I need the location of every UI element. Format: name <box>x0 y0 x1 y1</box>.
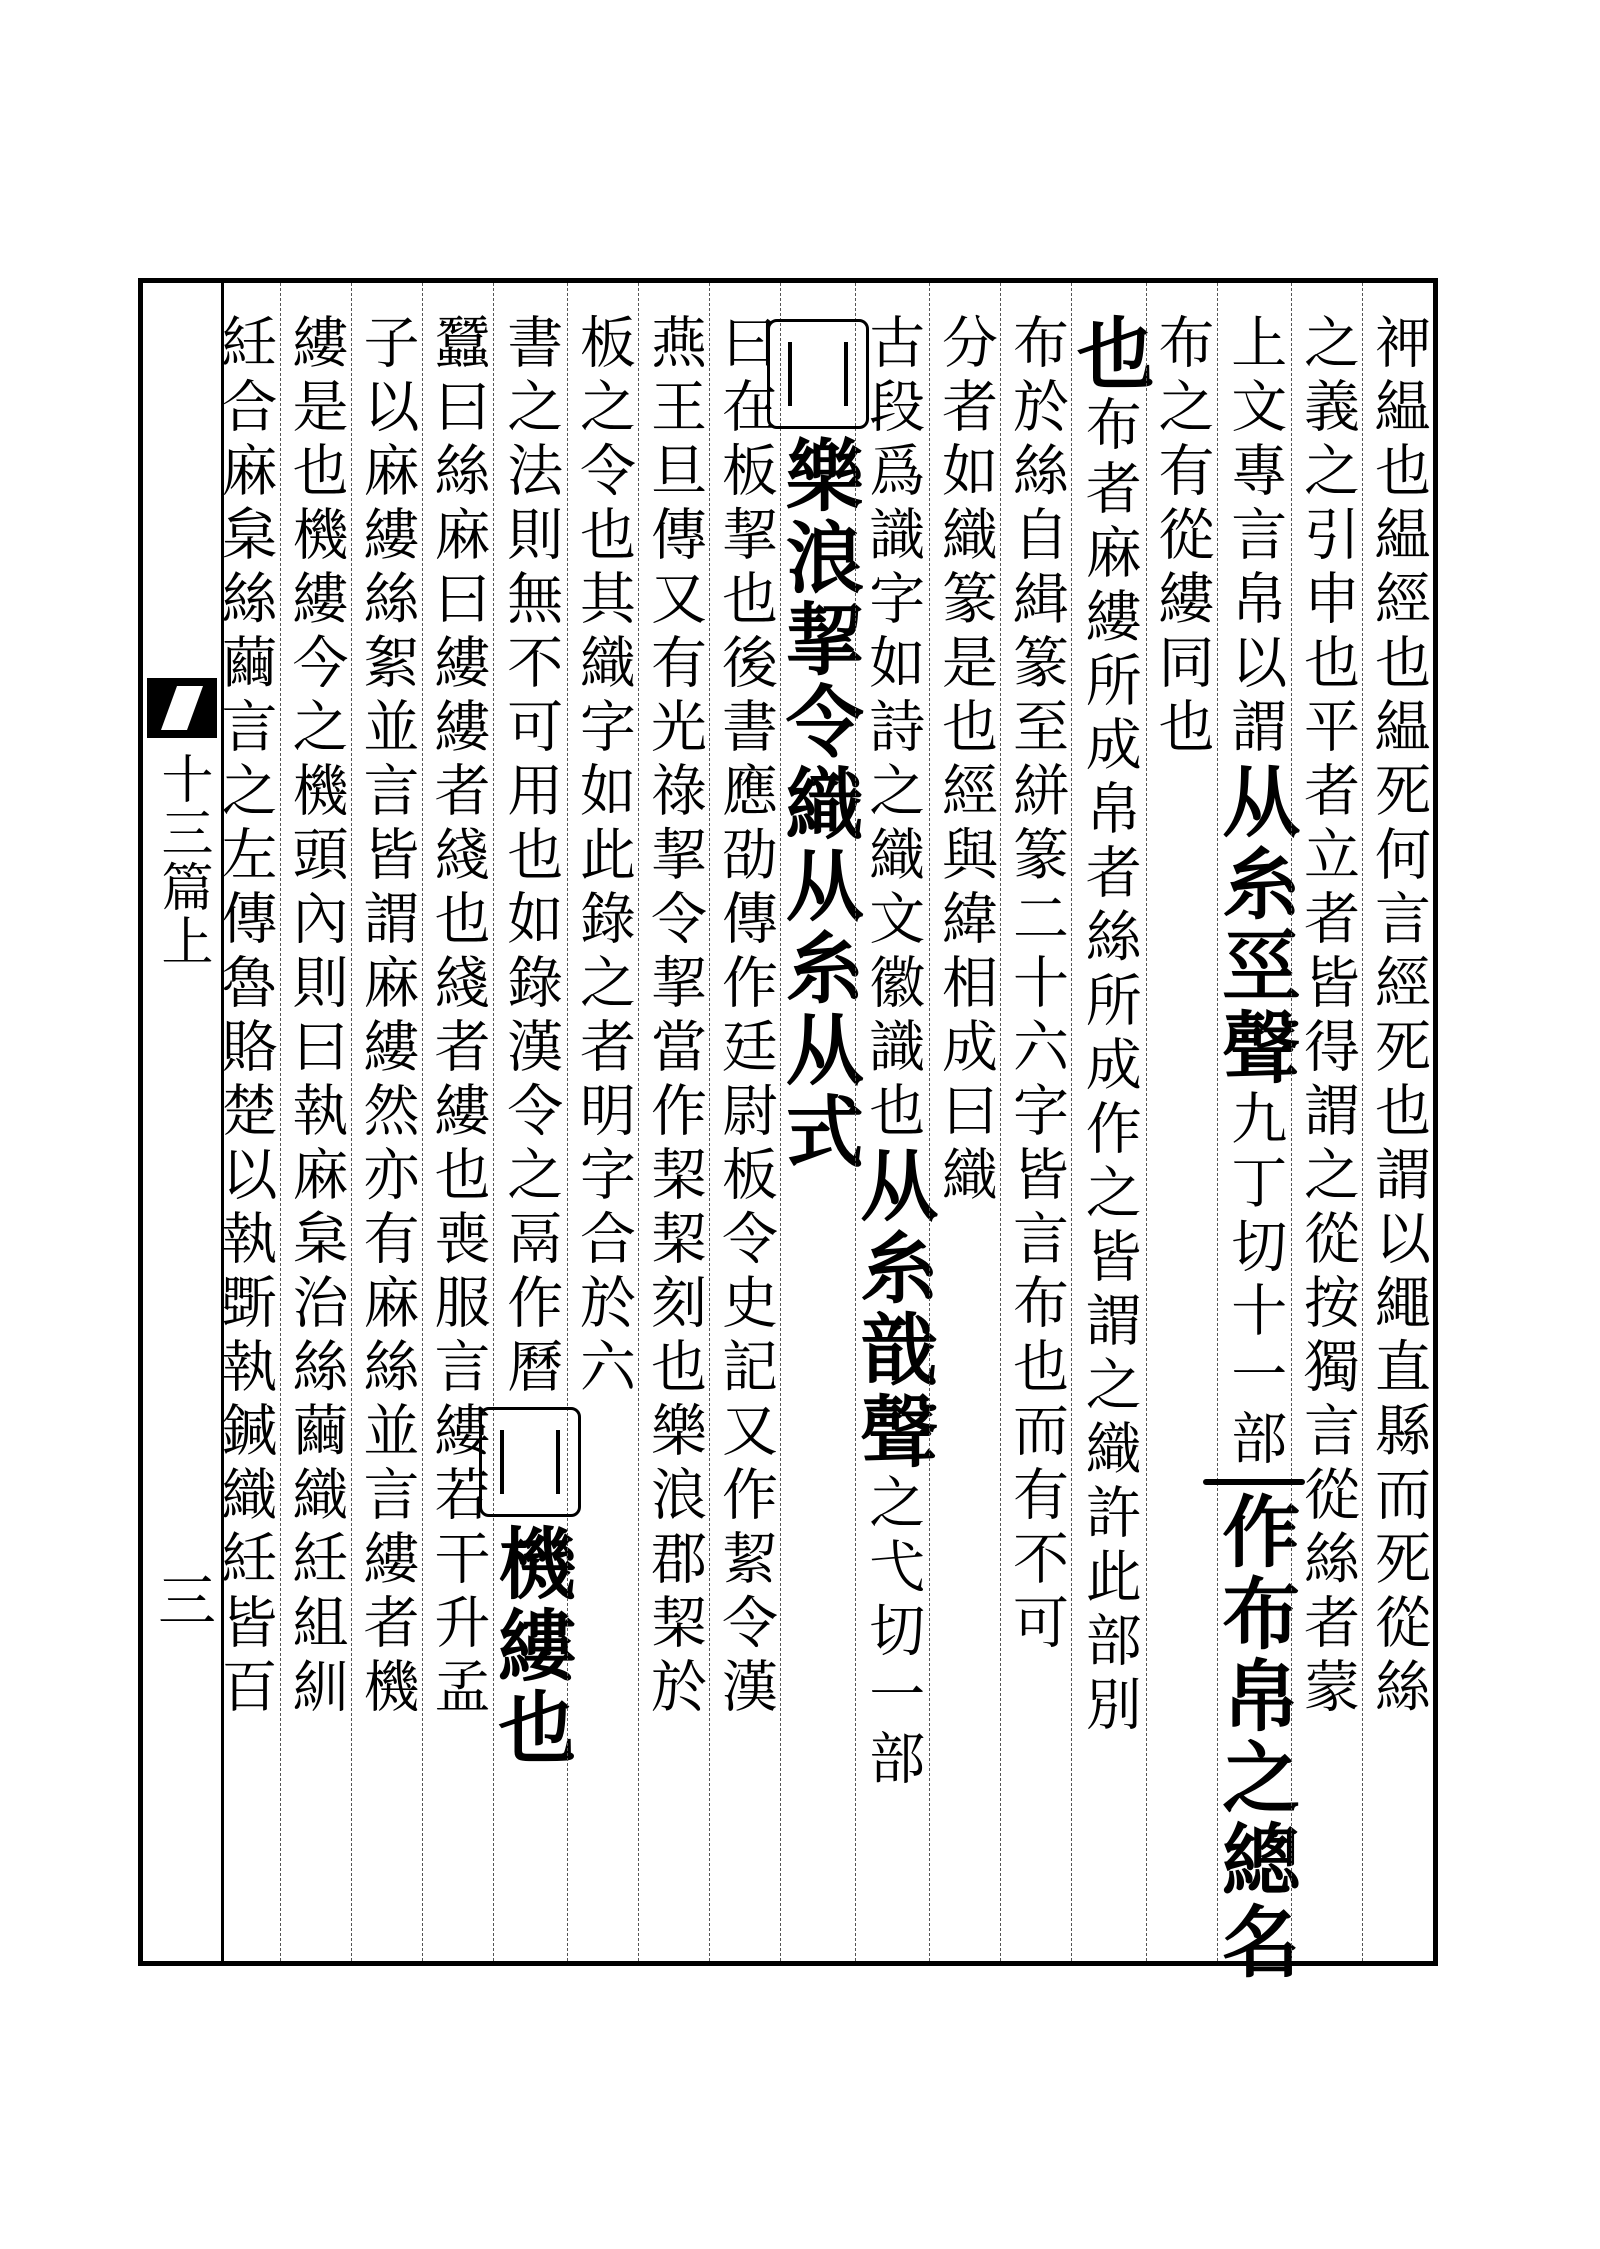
text-column <box>1291 283 1362 1961</box>
text-column <box>210 283 280 1961</box>
text-column <box>567 283 638 1961</box>
page-number: 三 <box>148 1570 216 1628</box>
headword-text: 作布帛之總名 <box>1209 1491 1301 1983</box>
commentary-text: 之弋切一部 <box>860 1473 926 1793</box>
text-column <box>280 283 351 1961</box>
commentary-text: 燕王旦傳又有光祿挈令挈當作栔栔刻也樂浪郡栔於 <box>642 313 707 1721</box>
text-columns <box>212 283 1433 1983</box>
seal-shi-icon <box>767 319 869 429</box>
commentary-text: 布於絲自緝篆至絣篆二十六字皆言布也而有不可 <box>1004 313 1069 1657</box>
commentary-text: 分者如織篆是也經與緯相成曰織 <box>933 313 998 1209</box>
text-column <box>929 283 1000 1961</box>
commentary-text: 書之法則無不可用也如錄漢令之鬲作曆 <box>498 313 564 1401</box>
text-column <box>1000 283 1071 1961</box>
commentary-text: 曰在板挈也後書應劭傳作廷尉板令史記又作絜令漢 <box>713 313 778 1721</box>
seal-zhi-icon <box>1203 1479 1305 1485</box>
text-column <box>1362 283 1433 1961</box>
headword-text: 也 <box>1063 313 1155 395</box>
text-column <box>1063 283 1155 1961</box>
volume-label: 十三篇上 <box>152 752 212 968</box>
text-column <box>1209 283 1301 1983</box>
text-column <box>638 283 709 1961</box>
text-column <box>847 283 939 1961</box>
commentary-text: 子以麻縷絲絮並言皆謂麻縷然亦有麻絲並言縷者機 <box>354 313 420 1721</box>
headword-text: 機縷也 <box>485 1523 577 1769</box>
text-column <box>351 283 422 1961</box>
commentary-text: 䘥緼也緼經也緼死何言經死也謂以繩直縣而死從絲 <box>1366 313 1431 1721</box>
seal-ren-icon <box>479 1407 581 1517</box>
text-column <box>485 283 577 1961</box>
commentary-text: 縷是也機縷今之機頭內則曰執麻枲治絲繭織紝組紃 <box>283 313 349 1721</box>
headword-text: 从糸戠聲 <box>847 1145 939 1473</box>
headword-text: 从糸巠聲 <box>1209 761 1301 1089</box>
text-column <box>772 283 864 1961</box>
commentary-text: 板之令也其織字如此錄之者明字合於六 <box>571 313 636 1401</box>
commentary-text: 布之有從縷同也 <box>1149 313 1215 761</box>
commentary-text: 紝合麻枲絲繭言之左傳魯賂楚以執斲執鍼織紝皆百 <box>212 313 278 1721</box>
commentary-text: 之義之引申也平者立者皆得謂之從按獨言從絲者蒙 <box>1295 313 1360 1721</box>
fishtail-mark-icon <box>147 678 217 738</box>
commentary-text: 蠶曰絲麻曰縷縷者綫也綫者縷也喪服言縷若干升孟 <box>425 313 491 1721</box>
commentary-text: 十一部 <box>1222 1281 1288 1473</box>
headword-text: 樂浪挈令織从糸从式 <box>772 435 864 1173</box>
commentary-text: 古段爲識字如詩之織文徽識也 <box>860 313 926 1145</box>
commentary-text: 上文專言帛以謂 <box>1222 313 1288 761</box>
commentary-text: 九丁切 <box>1222 1089 1288 1281</box>
commentary-text: 布者麻縷所成帛者絲所成作之皆謂之織許此部別 <box>1076 395 1142 1739</box>
